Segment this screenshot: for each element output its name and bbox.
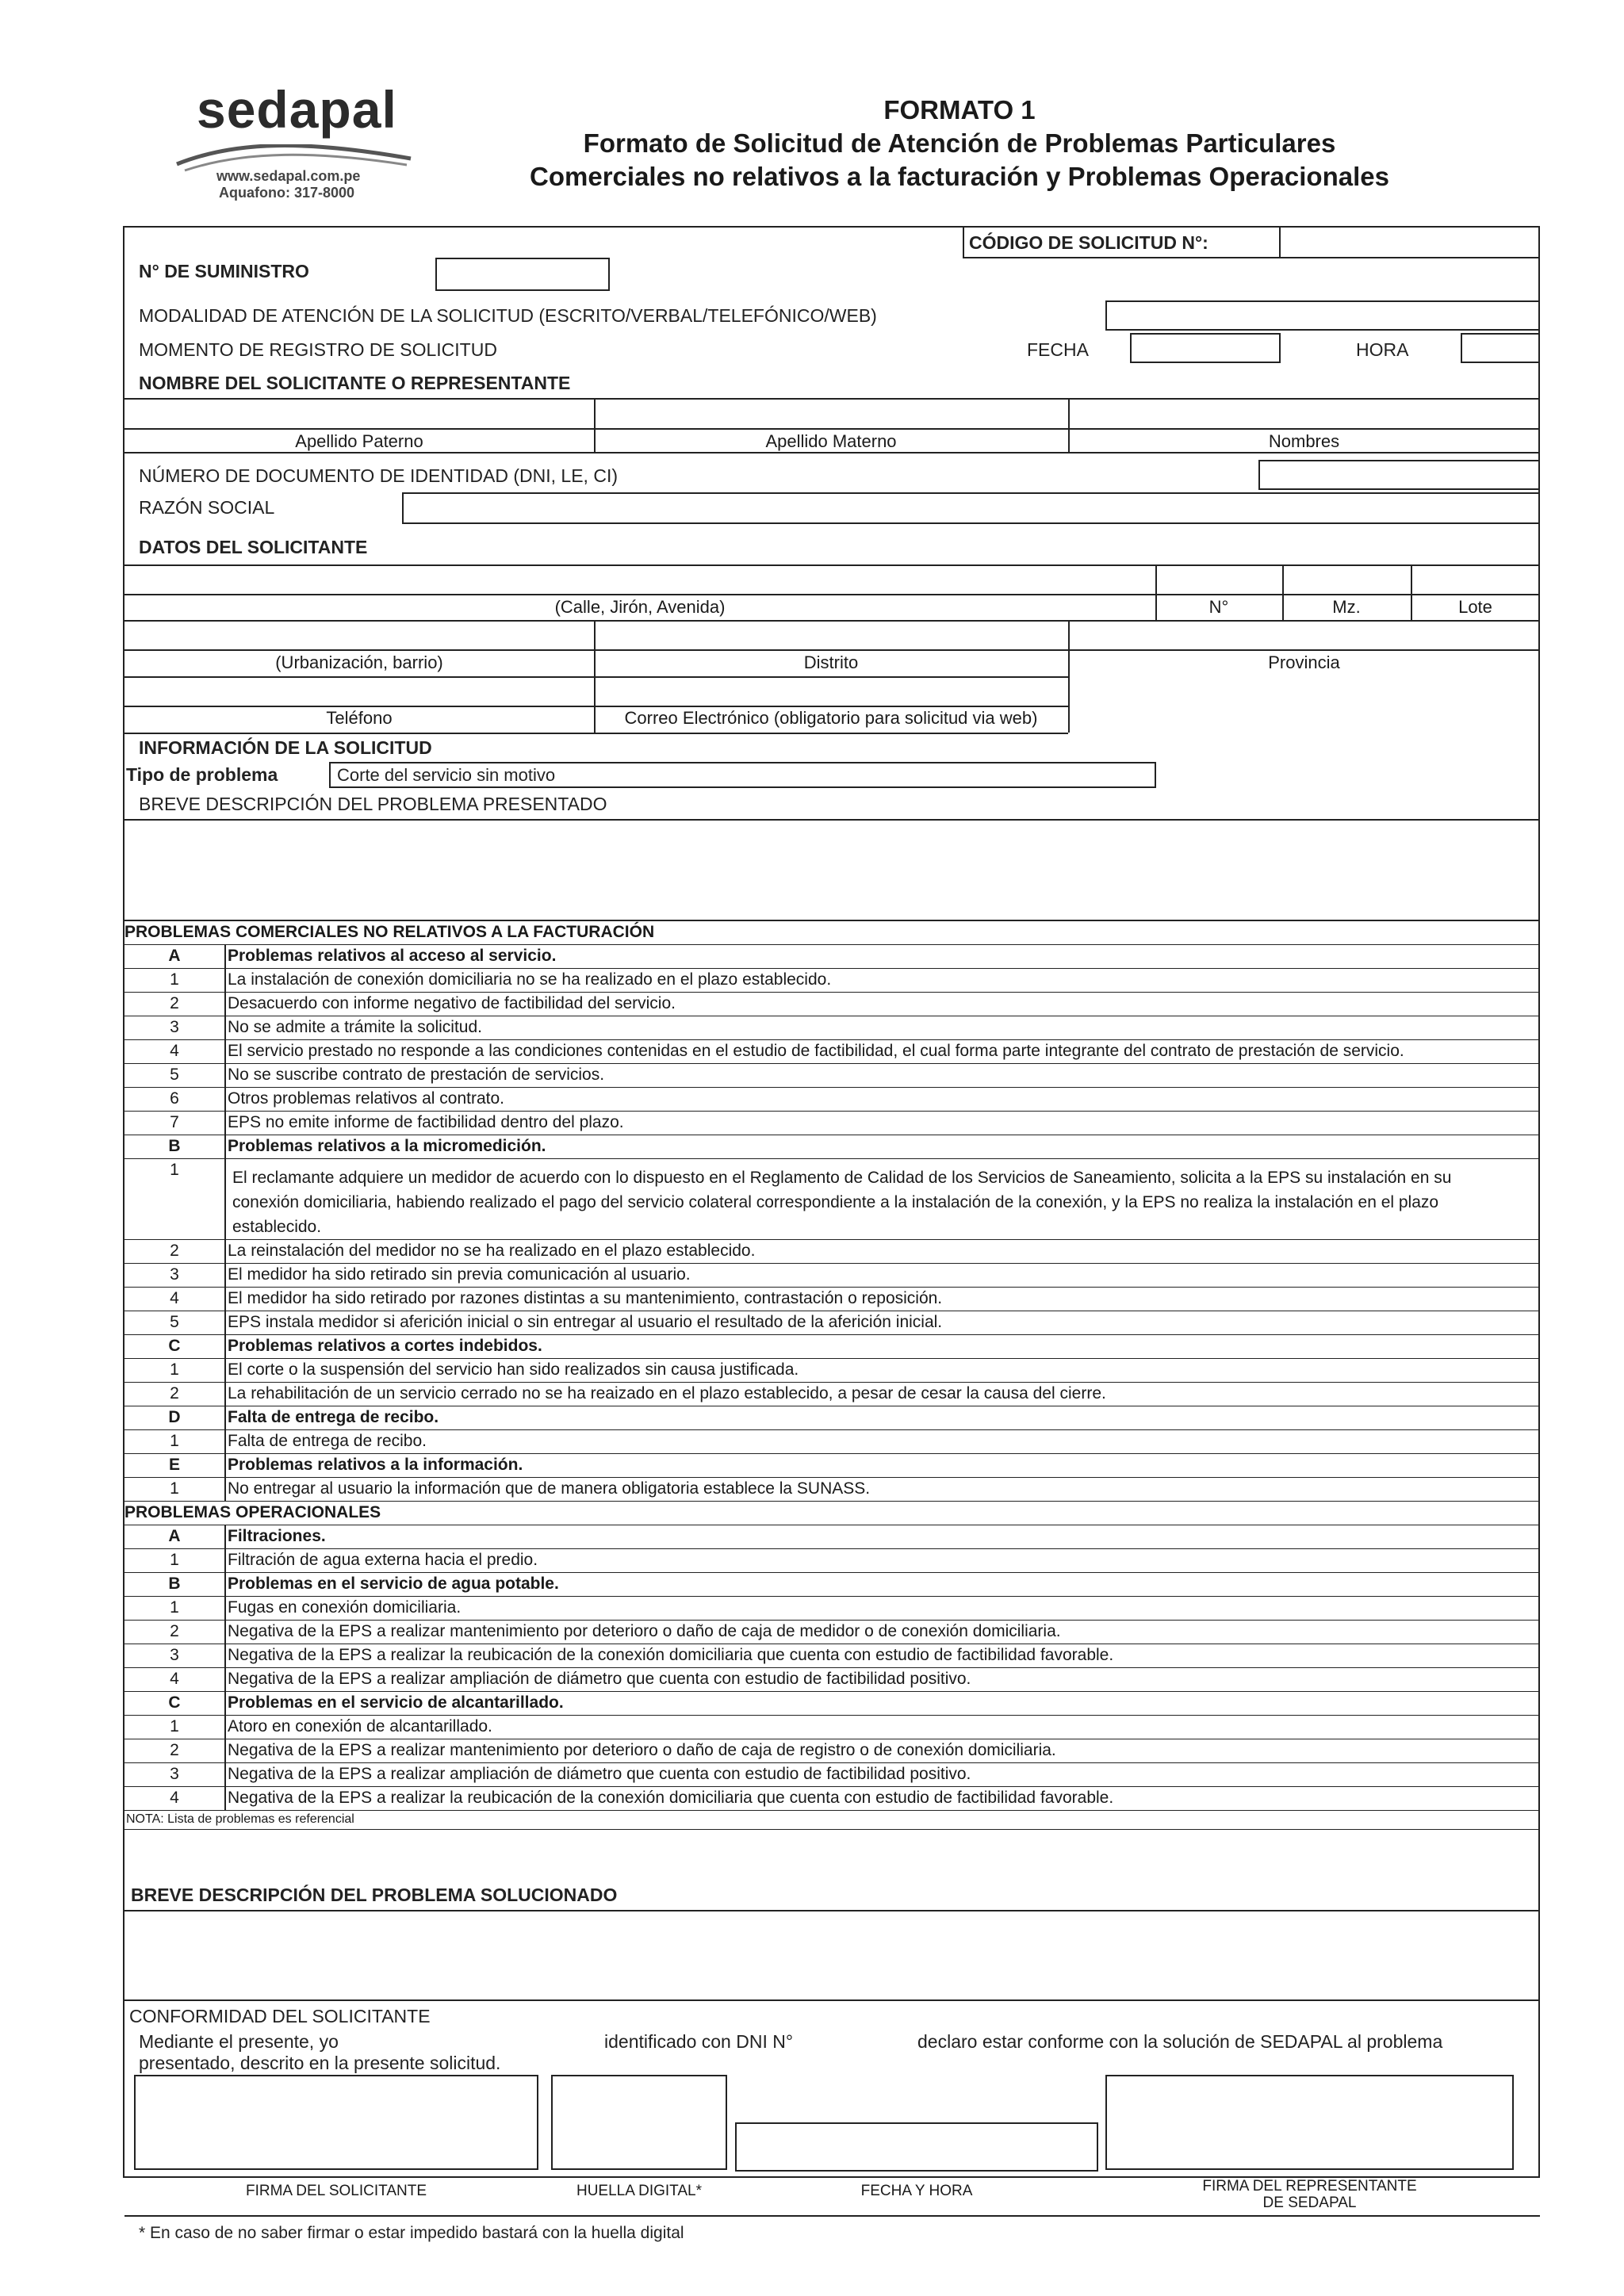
solucionado-field[interactable] xyxy=(126,1911,1538,1999)
problem-text: El servicio prestado no responde a las condiciones contenidas en el estudio de factibilidad, el cual forma parte integrante del contrato de prestación de servicio. xyxy=(228,1042,1404,1060)
lote-caption: Lote xyxy=(1458,597,1492,617)
comerciales-list xyxy=(124,945,1538,1502)
title-line-2: Comerciales no relativos a la facturación y Problemas Operacionales xyxy=(530,162,1389,191)
codigo-field[interactable] xyxy=(1281,229,1538,256)
mz-field[interactable] xyxy=(1285,566,1409,593)
problem-code: E xyxy=(124,1454,226,1477)
mz-caption: Mz. xyxy=(1332,597,1361,617)
problem-row xyxy=(124,1311,1538,1335)
problem-row xyxy=(124,1088,1538,1112)
problem-text: Falta de entrega de recibo. xyxy=(228,1432,427,1450)
footnote: * En caso de no saber firmar o estar impedido bastará con la huella digital xyxy=(139,2224,684,2242)
problem-code: D xyxy=(124,1406,226,1429)
firma-solicitante-caption: FIRMA DEL SOLICITANTE xyxy=(245,2183,427,2199)
problem-code: 7 xyxy=(124,1112,226,1135)
problem-text: El reclamante adquiere un medidor de acuerdo con lo dispuesto en el Reglamento de Calidad de los Servicios de Saneamiento, solicita a la EPS su instalación en su conexión domiciliaria, habiendo realizado el pago del servicio colateral correspondiente a la instalación de la conexión, y la EPS no realiza la instalación en el plazo establecido. xyxy=(232,1169,1452,1236)
correo-caption: Correo Electrónico (obligatorio para solicitud via web) xyxy=(624,708,1038,728)
problem-code: 6 xyxy=(124,1088,226,1111)
problem-row xyxy=(124,1621,1538,1644)
problem-text: No se suscribe contrato de prestación de servicios. xyxy=(228,1066,605,1084)
problem-row xyxy=(124,1159,1538,1240)
huella-caption: HUELLA DIGITAL* xyxy=(576,2183,703,2199)
problem-code: 1 xyxy=(124,1430,226,1453)
fecha-field[interactable] xyxy=(1130,333,1281,363)
problem-code: 1 xyxy=(124,1716,226,1739)
codigo-label: CÓDIGO DE SOLICITUD N°: xyxy=(969,232,1208,253)
tipo-value: Corte del servicio sin motivo xyxy=(337,765,556,785)
apellido-materno-field[interactable] xyxy=(596,400,1067,427)
problem-text: Filtraciones. xyxy=(228,1527,326,1545)
problem-code: 4 xyxy=(124,1040,226,1063)
calle-caption: (Calle, Jirón, Avenida) xyxy=(554,597,726,617)
problem-row xyxy=(124,1040,1538,1064)
format-number: FORMATO 1 xyxy=(883,95,1036,124)
urbanizacion-field[interactable] xyxy=(126,622,592,649)
request-form xyxy=(123,226,1540,2242)
problem-row xyxy=(124,1763,1538,1787)
problem-row xyxy=(124,1383,1538,1406)
problem-text: No entregar al usuario la información que de manera obligatoria establece la SUNASS. xyxy=(228,1479,871,1498)
documento-label: NÚMERO DE DOCUMENTO DE IDENTIDAD (DNI, LE, CI) xyxy=(139,465,618,486)
urbanizacion-caption: (Urbanización, barrio) xyxy=(275,652,443,672)
logo-wordmark: sedapal xyxy=(197,80,397,139)
documento-field[interactable] xyxy=(1258,460,1540,490)
problem-code: 2 xyxy=(124,1383,226,1406)
operacionales-list xyxy=(124,1525,1538,1811)
problem-code: C xyxy=(124,1335,226,1358)
numero-field[interactable] xyxy=(1158,566,1281,593)
problem-text: Negativa de la EPS a realizar ampliación de diámetro que cuenta con estudio de factibilidad positivo. xyxy=(228,1765,971,1783)
info-heading: INFORMACIÓN DE LA SOLICITUD xyxy=(139,737,432,758)
calle-field[interactable] xyxy=(126,566,1154,593)
problem-text: El medidor ha sido retirado sin previa comunicación al usuario. xyxy=(228,1265,691,1284)
problem-code: 5 xyxy=(124,1311,226,1334)
problem-code: C xyxy=(124,1692,226,1715)
correo-field[interactable] xyxy=(596,678,1067,705)
problem-code: 2 xyxy=(124,993,226,1016)
problem-code: 3 xyxy=(124,1763,226,1786)
apellido-paterno-field[interactable] xyxy=(126,400,592,427)
distrito-caption: Distrito xyxy=(803,652,859,672)
declaro-text: declaro estar conforme con la solución de SEDAPAL al problema xyxy=(917,2031,1443,2052)
problem-text: Negativa de la EPS a realizar mantenimiento por deterioro o daño de caja de medidor o de conexión domiciliaria. xyxy=(228,1622,1061,1640)
problem-text: Problemas relativos al acceso al servicio. xyxy=(228,947,557,965)
problem-code: 1 xyxy=(124,1359,226,1382)
problem-code: 1 xyxy=(124,1549,226,1572)
mediante-text: Mediante el presente, yo xyxy=(139,2031,339,2052)
problem-code: A xyxy=(124,945,226,968)
problem-row xyxy=(124,1359,1538,1383)
firma-rep-caption-2: DE SEDAPAL xyxy=(1262,2195,1357,2211)
problem-row xyxy=(124,969,1538,993)
sedapal-logo xyxy=(173,79,419,201)
problem-category-row xyxy=(124,1573,1538,1597)
problem-row xyxy=(124,1597,1538,1621)
document-title xyxy=(476,94,1443,193)
modalidad-field[interactable] xyxy=(1105,300,1540,331)
problem-code: 4 xyxy=(124,1288,226,1311)
provincia-field[interactable] xyxy=(1071,622,1538,649)
apellido-paterno-caption: Apellido Paterno xyxy=(295,431,423,451)
problem-code: B xyxy=(124,1573,226,1596)
problem-text: EPS no emite informe de factibilidad dentro del plazo. xyxy=(228,1113,624,1131)
problem-text: Filtración de agua externa hacia el predio. xyxy=(228,1551,538,1569)
problem-code: 2 xyxy=(124,1240,226,1263)
problem-code: 1 xyxy=(124,1159,226,1239)
problem-code: 2 xyxy=(124,1739,226,1762)
problem-text: Problemas en el servicio de agua potable. xyxy=(228,1575,559,1593)
fecha-label: FECHA xyxy=(1027,339,1089,360)
numero-caption: N° xyxy=(1208,597,1229,617)
firma-rep-caption-1: FIRMA DEL REPRESENTANTE xyxy=(1202,2178,1417,2195)
problem-row xyxy=(124,1787,1538,1811)
suministro-field[interactable] xyxy=(435,258,610,291)
title-line-1: Formato de Solicitud de Atención de Problemas Particulares xyxy=(583,128,1336,158)
fecha-hora-box[interactable] xyxy=(735,2122,1098,2172)
problem-text: Desacuerdo con informe negativo de factibilidad del servicio. xyxy=(228,994,676,1012)
problem-category-row xyxy=(124,1406,1538,1430)
razon-label: RAZÓN SOCIAL xyxy=(139,497,275,518)
conformidad-heading: CONFORMIDAD DEL SOLICITANTE xyxy=(129,2006,431,2026)
fecha-hora-caption: FECHA Y HORA xyxy=(860,2183,973,2199)
nombres-caption: Nombres xyxy=(1268,431,1340,451)
suministro-label: N° DE SUMINISTRO xyxy=(139,261,309,281)
presentado-text: presentado, descrito en la presente solicitud. xyxy=(139,2053,501,2073)
tipo-label: Tipo de problema xyxy=(126,764,278,785)
operacionales-heading: PROBLEMAS OPERACIONALES xyxy=(124,1502,1538,1525)
logo-url: www.sedapal.com.pe xyxy=(216,168,361,184)
problem-text: La instalación de conexión domiciliaria no se ha realizado en el plazo establecido. xyxy=(228,970,832,989)
problem-row xyxy=(124,1739,1538,1763)
problem-category-row xyxy=(124,945,1538,969)
problem-code: 3 xyxy=(124,1264,226,1287)
momento-label: MOMENTO DE REGISTRO DE SOLICITUD xyxy=(139,339,497,360)
problem-code: 3 xyxy=(124,1016,226,1039)
problem-row xyxy=(124,1716,1538,1739)
problem-text: La reinstalación del medidor no se ha realizado en el plazo establecido. xyxy=(228,1242,756,1260)
problem-row xyxy=(124,1064,1538,1088)
comerciales-heading: PROBLEMAS COMERCIALES NO RELATIVOS A LA FACTURACIÓN xyxy=(124,921,1538,945)
datos-heading: DATOS DEL SOLICITANTE xyxy=(139,537,368,557)
nota: NOTA: Lista de problemas es referencial xyxy=(124,1811,1538,1830)
breve-label: BREVE DESCRIPCIÓN DEL PROBLEMA PRESENTADO xyxy=(139,794,607,814)
problem-text: Negativa de la EPS a realizar la reubicación de la conexión domiciliaria que cuenta con estudio de factibilidad favorable. xyxy=(228,1789,1114,1807)
telefono-caption: Teléfono xyxy=(326,708,393,728)
problem-row xyxy=(124,1016,1538,1040)
nombre-heading: NOMBRE DEL SOLICITANTE O REPRESENTANTE xyxy=(139,373,571,393)
problem-row xyxy=(124,1478,1538,1502)
problem-row xyxy=(124,1112,1538,1135)
problem-text: Negativa de la EPS a realizar ampliación de diámetro que cuenta con estudio de factibilidad positivo. xyxy=(228,1670,971,1688)
tipo-field[interactable] xyxy=(329,762,1156,788)
problem-category-row xyxy=(124,1692,1538,1716)
problem-row xyxy=(124,1264,1538,1288)
problem-text: El medidor ha sido retirado por razones distintas a su mantenimiento, contrastación o reposición. xyxy=(228,1289,943,1307)
solucionado-heading: BREVE DESCRIPCIÓN DEL PROBLEMA SOLUCIONADO xyxy=(131,1885,618,1905)
problem-text: EPS instala medidor si aferición inicial o sin entregar al usuario el resultado de la aferición inicial. xyxy=(228,1313,943,1331)
problem-row xyxy=(124,1430,1538,1454)
problem-row xyxy=(124,1240,1538,1264)
problem-text: Atoro en conexión de alcantarillado. xyxy=(228,1717,492,1735)
logo-phone: Aquafono: 317-8000 xyxy=(219,185,355,201)
problem-row xyxy=(124,1288,1538,1311)
problem-row xyxy=(124,1668,1538,1692)
problem-category-row xyxy=(124,1135,1538,1159)
problem-category-row xyxy=(124,1335,1538,1359)
problem-code: 4 xyxy=(124,1668,226,1691)
firma-solicitante-box[interactable] xyxy=(134,2075,538,2170)
problem-code: 1 xyxy=(124,969,226,992)
problem-text: Negativa de la EPS a realizar la reubicación de la conexión domiciliaria que cuenta con estudio de factibilidad favorable. xyxy=(228,1646,1114,1664)
modalidad-label: MODALIDAD DE ATENCIÓN DE LA SOLICITUD (ESCRITO/VERBAL/TELEFÓNICO/WEB) xyxy=(139,305,877,326)
problem-code: 5 xyxy=(124,1064,226,1087)
telefono-field[interactable] xyxy=(126,678,592,705)
problem-text: Negativa de la EPS a realizar mantenimiento por deterioro o daño de caja de registro o de conexión domiciliaria. xyxy=(228,1741,1056,1759)
problem-code: 2 xyxy=(124,1621,226,1644)
problem-text: El corte o la suspensión del servicio han sido realizados sin causa justificada. xyxy=(228,1360,799,1379)
breve-descripcion-field[interactable] xyxy=(126,821,1538,919)
distrito-field[interactable] xyxy=(596,622,1067,649)
firma-representante-box[interactable] xyxy=(1105,2075,1514,2170)
hora-field[interactable] xyxy=(1461,333,1540,363)
problem-code: 4 xyxy=(124,1787,226,1810)
problem-text: No se admite a trámite la solicitud. xyxy=(228,1018,482,1036)
problem-category-row xyxy=(124,1525,1538,1549)
problem-text: Falta de entrega de recibo. xyxy=(228,1408,439,1426)
problem-code: B xyxy=(124,1135,226,1158)
identificado-text: identificado con DNI N° xyxy=(604,2031,794,2052)
apellido-materno-caption: Apellido Materno xyxy=(765,431,897,451)
problem-code: 1 xyxy=(124,1597,226,1620)
problem-row xyxy=(124,993,1538,1016)
problems-table xyxy=(124,921,1538,1830)
problem-text: Fugas en conexión domiciliaria. xyxy=(228,1598,462,1617)
problem-text: La rehabilitación de un servicio cerrado no se ha reaizado en el plazo establecido, a pesar de cesar la causa del cierre. xyxy=(228,1384,1106,1402)
problem-code: 1 xyxy=(124,1478,226,1501)
problem-code: 3 xyxy=(124,1644,226,1667)
problem-text: Otros problemas relativos al contrato. xyxy=(228,1089,504,1108)
problem-text: Problemas relativos a cortes indebidos. xyxy=(228,1337,542,1355)
problem-text: Problemas relativos a la micromedición. xyxy=(228,1137,546,1155)
problem-text: Problemas relativos a la información. xyxy=(228,1456,523,1474)
problem-code: A xyxy=(124,1525,226,1548)
huella-digital-box[interactable] xyxy=(551,2075,727,2170)
razon-field[interactable] xyxy=(402,492,1540,524)
lote-field[interactable] xyxy=(1413,566,1538,593)
problem-row xyxy=(124,1549,1538,1573)
hora-label: HORA xyxy=(1356,339,1409,360)
problem-row xyxy=(124,1644,1538,1668)
provincia-caption: Provincia xyxy=(1268,652,1340,672)
problem-category-row xyxy=(124,1454,1538,1478)
problem-text: Problemas en el servicio de alcantarillado. xyxy=(228,1693,564,1712)
nombres-field[interactable] xyxy=(1071,400,1538,427)
